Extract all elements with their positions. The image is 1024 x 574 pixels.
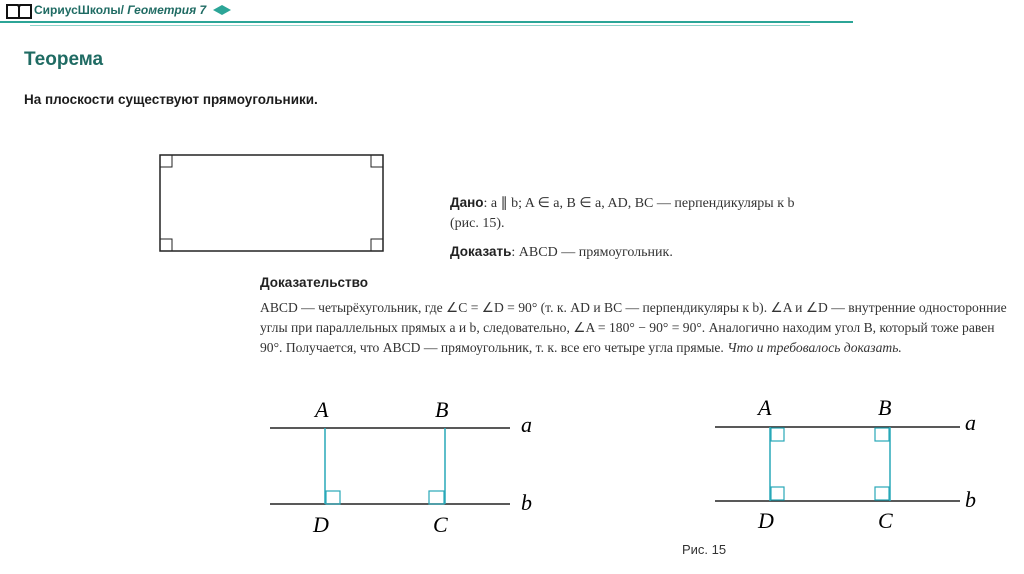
- diamond-icon: [213, 4, 231, 18]
- given-ref: (рис. 15).: [450, 216, 505, 231]
- given-label: Дано: [450, 195, 484, 210]
- parallel-lines-figure-right: [710, 392, 1000, 547]
- proof-text: [260, 298, 1020, 358]
- parallel-lines-figure-left: [265, 392, 555, 547]
- header-subdivider: [30, 25, 810, 26]
- label-A: A: [758, 395, 772, 420]
- prove-label: Доказать: [450, 244, 512, 259]
- label-b: b: [521, 490, 532, 515]
- prove-text: : ABCD — прямоугольник.: [511, 245, 673, 260]
- label-a: a: [521, 412, 532, 437]
- header-divider: [0, 21, 853, 23]
- label-a: a: [965, 410, 976, 435]
- rectangle-figure: [155, 152, 389, 261]
- label-b: b: [965, 487, 976, 512]
- figure-caption: Рис. 15: [682, 542, 727, 557]
- label-C: C: [433, 512, 448, 537]
- header: [0, 0, 1024, 24]
- label-C: C: [878, 508, 893, 533]
- label-B: B: [435, 397, 449, 422]
- theorem-statement: На плоскости существуют прямоугольники.: [24, 92, 318, 107]
- label-A: A: [315, 397, 329, 422]
- brand-breadcrumb: [34, 3, 231, 18]
- proof-qed: Что и требовалось доказать.: [727, 340, 902, 355]
- label-D: D: [313, 512, 329, 537]
- proof-body: ABCD — четырёхугольник, где ∠C = ∠D = 90° (т. к. AD и BC — перпендикуляры к b). ∠A и ∠D — внутренние односторонние углы при параллельных прямых a и b, следовательно, ∠A = 180° − 90° = 90°. Аналогично находим угол B, который тоже равен 90°. Получается, что ABCD — прямоугольник, т. к. все его четыре угла прямые.: [260, 300, 1007, 355]
- label-B: B: [878, 395, 892, 420]
- proof-title: Доказательство: [260, 275, 368, 290]
- label-D: D: [758, 508, 774, 533]
- prove-block: [450, 244, 673, 261]
- brand-name: СириусШколы/: [34, 3, 124, 17]
- course-name: Геометрия 7: [127, 3, 207, 17]
- slide-title: Теорема: [24, 49, 104, 70]
- given-text: : a ∥ b; A ∈ a, B ∈ a, AD, BC — перпендикуляры к b: [483, 196, 795, 211]
- given-block: [450, 193, 890, 234]
